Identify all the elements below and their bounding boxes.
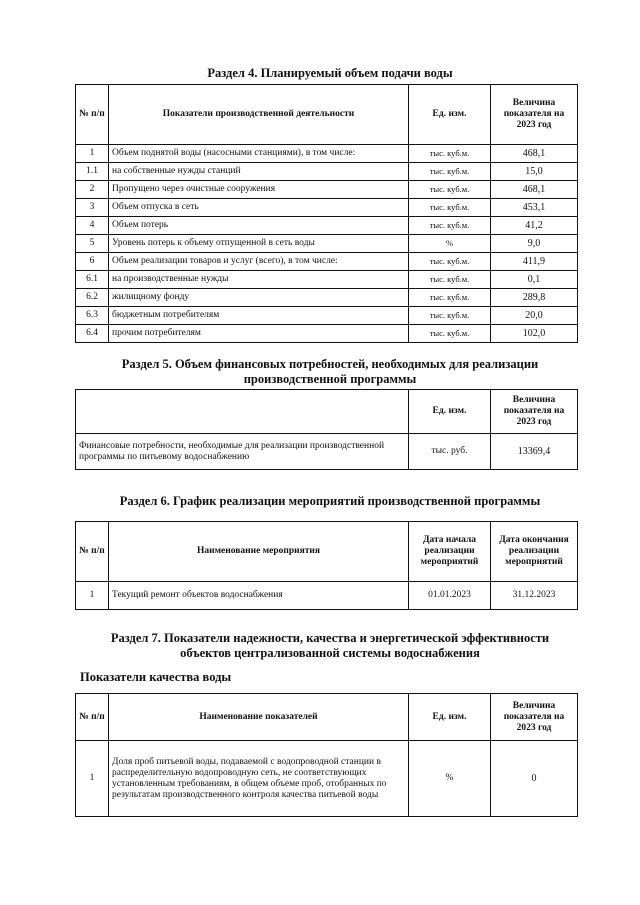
cell-unit: тыс. куб.м. (409, 181, 491, 199)
header-end-date: Дата окончания реализации мероприятий (491, 522, 578, 582)
cell-number: 6.2 (76, 289, 109, 307)
cell-number: 1.1 (76, 163, 109, 181)
cell-number: 2 (76, 181, 109, 199)
section6-title: Раздел 6. График реализации мероприятий производственной программы (119, 494, 541, 508)
cell-value: 453,1 (491, 199, 578, 217)
header-unit: Ед. изм. (409, 694, 491, 741)
cell-name: Финансовые потребности, необходимые для реализации производственной программы по питьевому водоснабжению (76, 434, 409, 470)
cell-indicator: Объем отпуска в сеть (109, 199, 409, 217)
table-header-row (76, 694, 578, 741)
table-row (76, 434, 578, 470)
cell-value: 9,0 (491, 235, 578, 253)
cell-unit: тыс. куб.м. (409, 289, 491, 307)
table-header-row (76, 522, 578, 582)
header-unit: Ед. изм. (409, 85, 491, 145)
cell-number: 3 (76, 199, 109, 217)
cell-value: 15,0 (491, 163, 578, 181)
cell-event-name: Текущий ремонт объектов водоснабжения (109, 582, 409, 610)
section7-subtitle: Показатели качества воды (80, 670, 232, 684)
cell-value: 41,2 (491, 217, 578, 235)
cell-value: 0,1 (491, 271, 578, 289)
cell-value: 102,0 (491, 325, 578, 343)
cell-value: 289,8 (491, 289, 578, 307)
header-unit: Ед. изм. (409, 390, 491, 434)
section7-table (75, 693, 578, 817)
section7-title (70, 631, 590, 661)
table-row (76, 307, 578, 325)
cell-indicator: Объем потерь (109, 217, 409, 235)
table-row (76, 217, 578, 235)
table-row (76, 289, 578, 307)
cell-indicator: Уровень потерь к объему отпущенной в сеть воды (109, 235, 409, 253)
section7-title-line2: объектов централизованной системы водоснабжения (180, 646, 480, 660)
table-header-row (76, 390, 578, 434)
cell-value: 20,0 (491, 307, 578, 325)
cell-indicator: на производственные нужды (109, 271, 409, 289)
section5-table (75, 389, 578, 470)
cell-number: 4 (76, 217, 109, 235)
cell-number: 6.4 (76, 325, 109, 343)
header-value: Величина показателя на 2023 год (491, 85, 578, 145)
cell-indicator: прочим потребителям (109, 325, 409, 343)
cell-unit: тыс. куб.м. (409, 163, 491, 181)
section5-title-line1: Раздел 5. Объем финансовых потребностей, необходимых для реализации (121, 357, 539, 371)
cell-end-date: 31.12.2023 (491, 582, 578, 610)
header-value: Величина показателя на 2023 год (491, 694, 578, 741)
header-indicator: Показатели производственной деятельности (109, 85, 409, 145)
cell-unit: тыс. куб.м. (409, 325, 491, 343)
header-indicator: Наименование показателей (109, 694, 409, 741)
section6-table (75, 521, 578, 610)
cell-unit: тыс. куб.м. (409, 271, 491, 289)
cell-number: 1 (76, 145, 109, 163)
section4-body (76, 145, 578, 343)
cell-indicator: бюджетным потребителям (109, 307, 409, 325)
cell-number: 1 (76, 741, 109, 817)
cell-unit: тыс. куб.м. (409, 199, 491, 217)
section7-title-line1: Раздел 7. Показатели надежности, качества и энергетической эффективности (110, 631, 550, 645)
section4-title: Раздел 4. Планируемый объем подачи воды (207, 66, 453, 80)
header-value: Величина показателя на 2023 год (491, 390, 578, 434)
cell-number: 6.3 (76, 307, 109, 325)
cell-indicator: Доля проб питьевой воды, подаваемой с водопроводной станции в распределительную водопроводную сеть, не соответствующих установленным требованиям, в общем объеме проб, отобранных по результатам производственного контроля качества питьевой воды (109, 741, 409, 817)
cell-unit: % (409, 235, 491, 253)
cell-value: 13369,4 (491, 434, 578, 470)
header-number: № п/п (76, 522, 109, 582)
cell-number: 5 (76, 235, 109, 253)
cell-value: 411,9 (491, 253, 578, 271)
cell-unit: тыс. куб.м. (409, 307, 491, 325)
cell-unit: тыс. куб.м. (409, 217, 491, 235)
header-number: № п/п (76, 694, 109, 741)
cell-unit: тыс. куб.м. (409, 145, 491, 163)
section5-title (70, 357, 590, 387)
cell-number: 6 (76, 253, 109, 271)
table-row (76, 145, 578, 163)
cell-value: 0 (491, 741, 578, 817)
table-row (76, 325, 578, 343)
header-event-name: Наименование мероприятия (109, 522, 409, 582)
table-row (76, 582, 578, 610)
cell-number: 6.1 (76, 271, 109, 289)
table-row (76, 235, 578, 253)
table-row (76, 163, 578, 181)
cell-start-date: 01.01.2023 (409, 582, 491, 610)
header-empty (76, 390, 409, 434)
header-start-date: Дата начала реализации мероприятий (409, 522, 491, 582)
section5-title-line2: производственной программы (243, 372, 417, 386)
table-row (76, 253, 578, 271)
table-row (76, 181, 578, 199)
cell-indicator: жилищному фонду (109, 289, 409, 307)
cell-indicator: Объем реализации товаров и услуг (всего), в том числе: (109, 253, 409, 271)
table-row (76, 199, 578, 217)
cell-indicator: Пропущено через очистные сооружения (109, 181, 409, 199)
cell-value: 468,1 (491, 181, 578, 199)
cell-indicator: Объем поднятой воды (насосными станциями), в том числе: (109, 145, 409, 163)
cell-unit: % (409, 741, 491, 817)
cell-indicator: на собственные нужды станций (109, 163, 409, 181)
section4-table (75, 84, 578, 343)
table-row (76, 271, 578, 289)
cell-number: 1 (76, 582, 109, 610)
cell-unit: тыс. куб.м. (409, 253, 491, 271)
table-header-row (76, 85, 578, 145)
table-row (76, 741, 578, 817)
cell-value: 468,1 (491, 145, 578, 163)
cell-unit: тыс. руб. (409, 434, 491, 470)
header-number: № п/п (76, 85, 109, 145)
